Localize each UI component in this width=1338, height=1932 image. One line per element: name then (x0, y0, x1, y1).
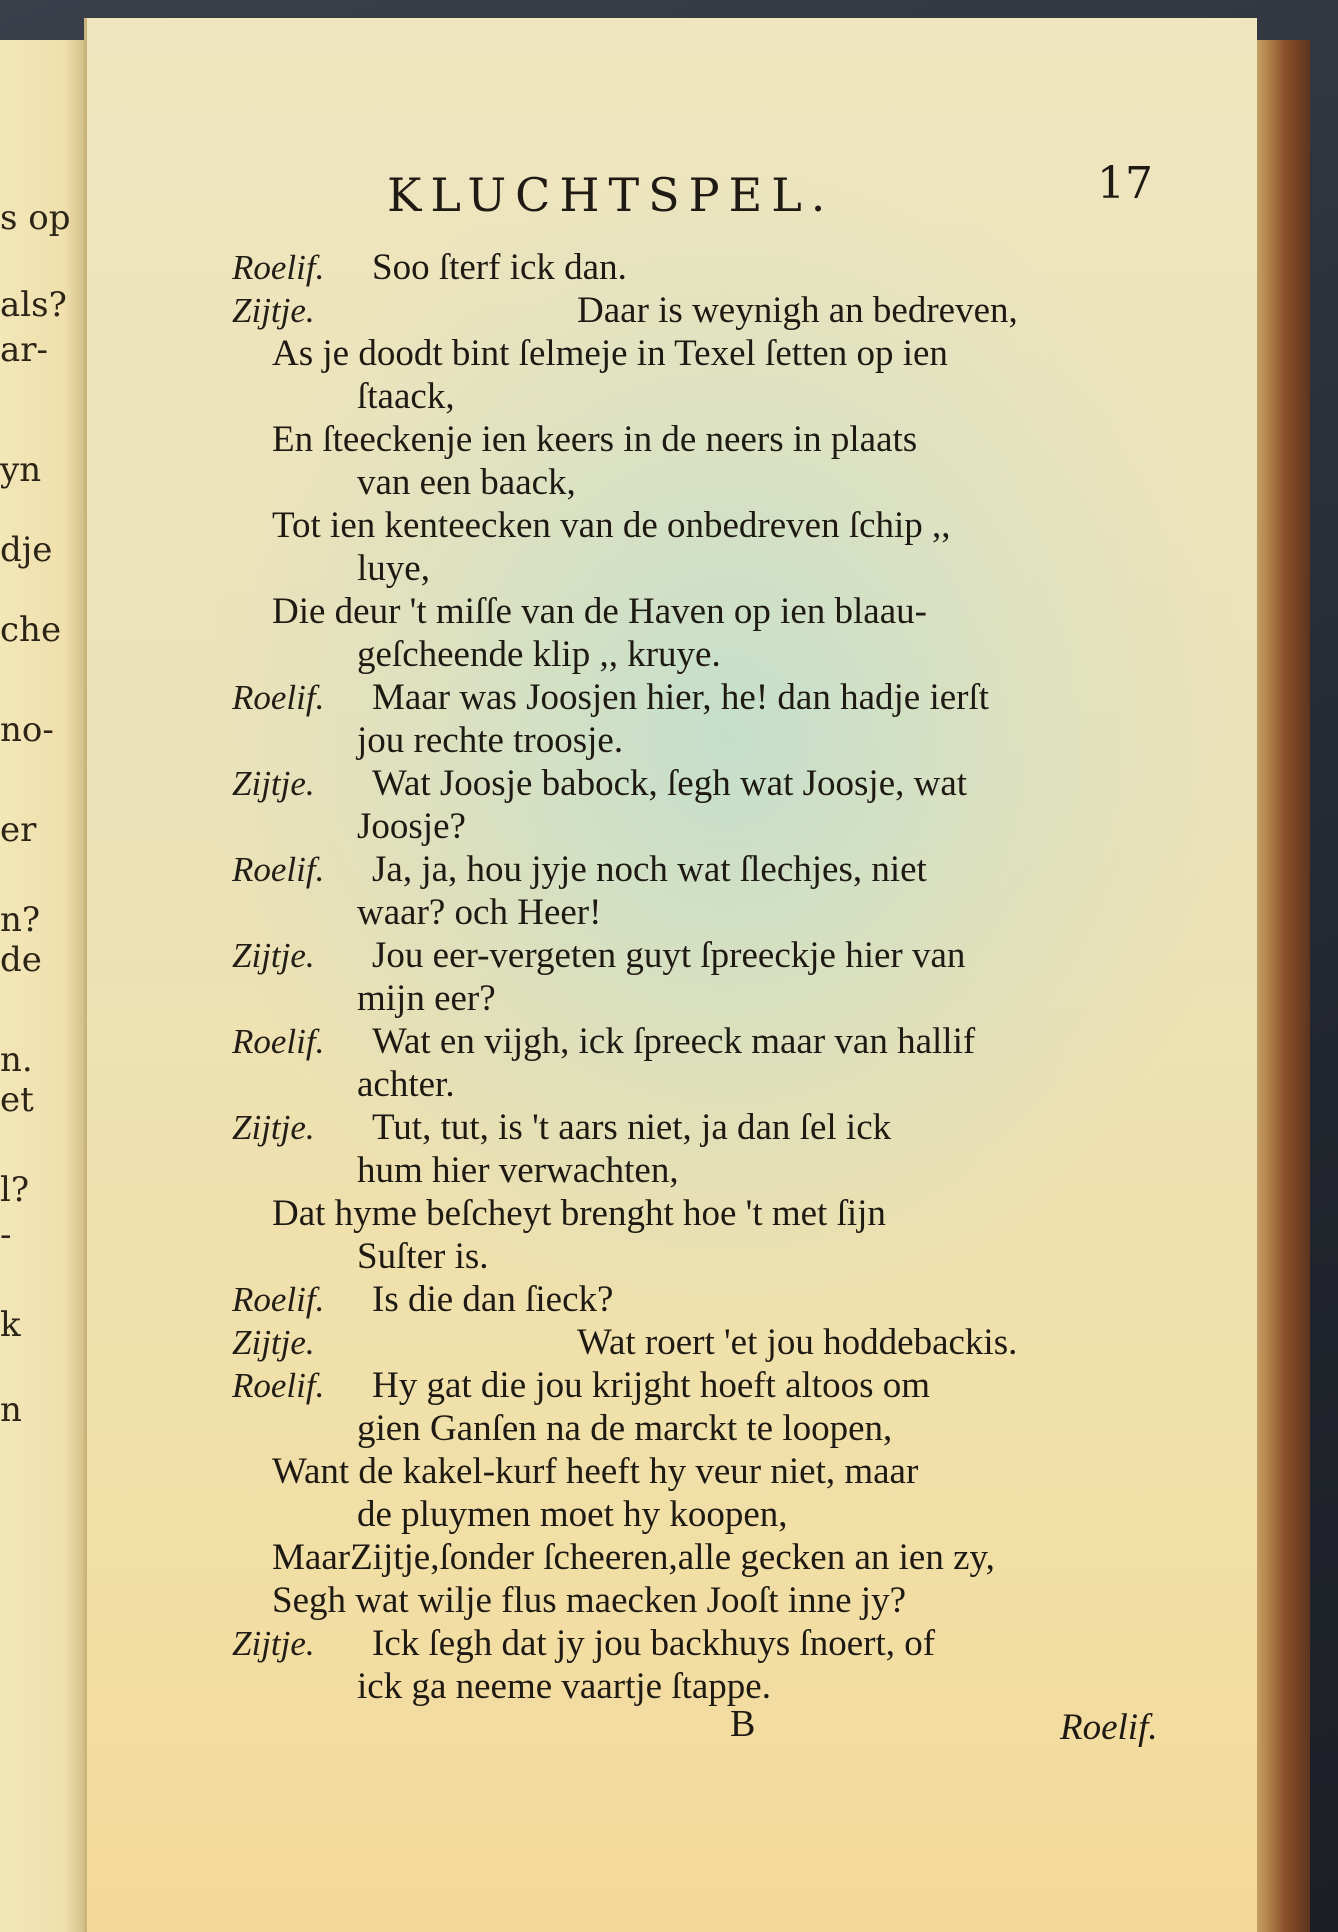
text-line (232, 1579, 1172, 1622)
text-line (232, 375, 1172, 418)
line-text: ſtaack, (357, 376, 455, 417)
text-line (232, 848, 1172, 891)
line-text: de pluymen moet hy koopen, (357, 1494, 788, 1535)
text-line (232, 1321, 1172, 1364)
left-page-fragment: che (0, 610, 62, 650)
speaker-name: Roelif. (232, 1022, 325, 1061)
line-text: waar? och Heer! (357, 892, 602, 933)
text-line (232, 762, 1172, 805)
line-text: As je doodt bint ſelmeje in Texel ſetten op ien (272, 333, 948, 374)
line-text: Soo ſterf ick dan. (372, 247, 627, 288)
text-line (232, 891, 1172, 934)
speaker-name: Zijtje. (232, 1323, 315, 1362)
speaker-name: Roelif. (232, 248, 325, 287)
text-line (232, 332, 1172, 375)
text-line (232, 590, 1172, 633)
left-page-fragment: l? (0, 1170, 30, 1210)
signature-mark: B (730, 1703, 756, 1745)
line-text: MaarZijtje,ſonder ſcheeren,alle gecken an ien zy, (272, 1537, 995, 1578)
left-page-fragment: yn (0, 450, 42, 490)
line-text: Die deur 't miſſe van de Haven op ien blaau- (272, 591, 927, 632)
speaker-name: Roelif. (232, 678, 325, 717)
text-line (232, 418, 1172, 461)
speaker-name: Zijtje. (232, 936, 315, 975)
text-line (232, 504, 1172, 547)
line-text: van een baack, (357, 462, 576, 503)
line-text: luye, (357, 548, 430, 589)
line-text: Maar was Joosjen hier, he! dan hadje ierſt (372, 677, 990, 718)
line-text: achter. (357, 1064, 455, 1105)
speaker-name: Zijtje. (232, 764, 315, 803)
line-text: jou rechte troosje. (357, 720, 624, 761)
text-line (232, 977, 1172, 1020)
left-page-fragment: ar- (0, 330, 49, 370)
line-text: Suſter is. (357, 1236, 489, 1277)
text-line (232, 633, 1172, 676)
text-line (232, 1149, 1172, 1192)
left-page-fragment: - (0, 1215, 12, 1255)
left-page-fragment: n. (0, 1040, 33, 1080)
left-page-fragment: n (0, 1390, 22, 1430)
line-text: ick ga neeme vaartje ſtappe. (357, 1666, 771, 1707)
text-line (232, 1106, 1172, 1149)
left-page-fragment: als? (0, 285, 67, 325)
speaker-name: Roelif. (232, 1280, 325, 1319)
line-text: Tot ien kenteecken van de onbedreven ſchip ,, (272, 505, 951, 546)
speaker-name: Roelif. (232, 1366, 325, 1405)
text-line (232, 246, 1172, 289)
left-page-fragment: et (0, 1080, 34, 1120)
speaker-name: Zijtje. (232, 1624, 315, 1663)
text-line (232, 547, 1172, 590)
text-line (232, 1278, 1172, 1321)
dialogue-text (232, 246, 1172, 1708)
left-page-fragment: k (0, 1305, 21, 1345)
text-line (232, 676, 1172, 719)
text-line (232, 289, 1172, 332)
line-text: hum hier verwachten, (357, 1150, 679, 1191)
text-line (232, 805, 1172, 848)
text-line (232, 1665, 1172, 1708)
line-text: Wat roert 'et jou hoddebackis. (577, 1322, 1018, 1363)
line-text: Daar is weynigh an bedreven, (577, 290, 1018, 331)
page-number: 17 (1097, 158, 1153, 209)
text-line (232, 1063, 1172, 1106)
line-text: geſcheende klip ,, kruye. (357, 634, 721, 675)
line-text: mijn eer? (357, 978, 496, 1019)
text-line (232, 1622, 1172, 1665)
left-page-fragment: s op (0, 198, 71, 238)
line-text: Hy gat die jou krijght hoeft altoos om (372, 1365, 930, 1406)
line-text: Ick ſegh dat jy jou backhuys ſnoert, of (372, 1623, 936, 1664)
text-line (232, 1536, 1172, 1579)
left-page-fragment: dje (0, 530, 53, 570)
line-text: Tut, tut, is 't aars niet, ja dan ſel ick (372, 1107, 892, 1148)
catchword: Roelif. (1060, 1707, 1158, 1748)
left-page-margin (0, 40, 92, 1932)
line-text: Wat Joosje babock, ſegh wat Joosje, wat (372, 763, 968, 804)
line-text: Want de kakel-kurf heeft hy veur niet, maar (272, 1451, 919, 1492)
left-page-fragment: no- (0, 710, 54, 750)
text-line (232, 1235, 1172, 1278)
text-line (232, 1493, 1172, 1536)
text-line (232, 1364, 1172, 1407)
text-line (232, 461, 1172, 504)
speaker-name: Roelif. (232, 850, 325, 889)
text-line (232, 1192, 1172, 1235)
text-line (232, 1020, 1172, 1063)
line-text: Dat hyme beſcheyt brenght hoe 't met ſijn (272, 1193, 886, 1234)
speaker-name: Zijtje. (232, 1108, 315, 1147)
line-text: En ſteeckenje ien keers in de neers in plaats (272, 419, 918, 460)
line-text: Jou eer-vergeten guyt ſpreeckje hier van (372, 935, 966, 976)
text-line (232, 934, 1172, 977)
book-page (84, 18, 1257, 1932)
speaker-name: Zijtje. (232, 291, 315, 330)
text-line (232, 719, 1172, 762)
left-page-fragment: n? (0, 900, 41, 940)
line-text: Wat en vijgh, ick ſpreeck maar van hallif (372, 1021, 976, 1062)
line-text: Joosje? (357, 806, 466, 847)
text-line (232, 1450, 1172, 1493)
left-page-fragment: er (0, 810, 37, 850)
text-line (232, 1407, 1172, 1450)
line-text: Is die dan ſieck? (372, 1279, 614, 1320)
running-head: KLUCHTSPEL. (387, 168, 835, 222)
line-text: Segh wat wilje flus maecken Jooſt inne jy? (272, 1580, 906, 1621)
line-text: gien Ganſen na de marckt te loopen, (357, 1408, 893, 1449)
left-page-fragment: de (0, 940, 42, 980)
line-text: Ja, ja, hou jyje noch wat ſlechjes, niet (372, 849, 927, 890)
